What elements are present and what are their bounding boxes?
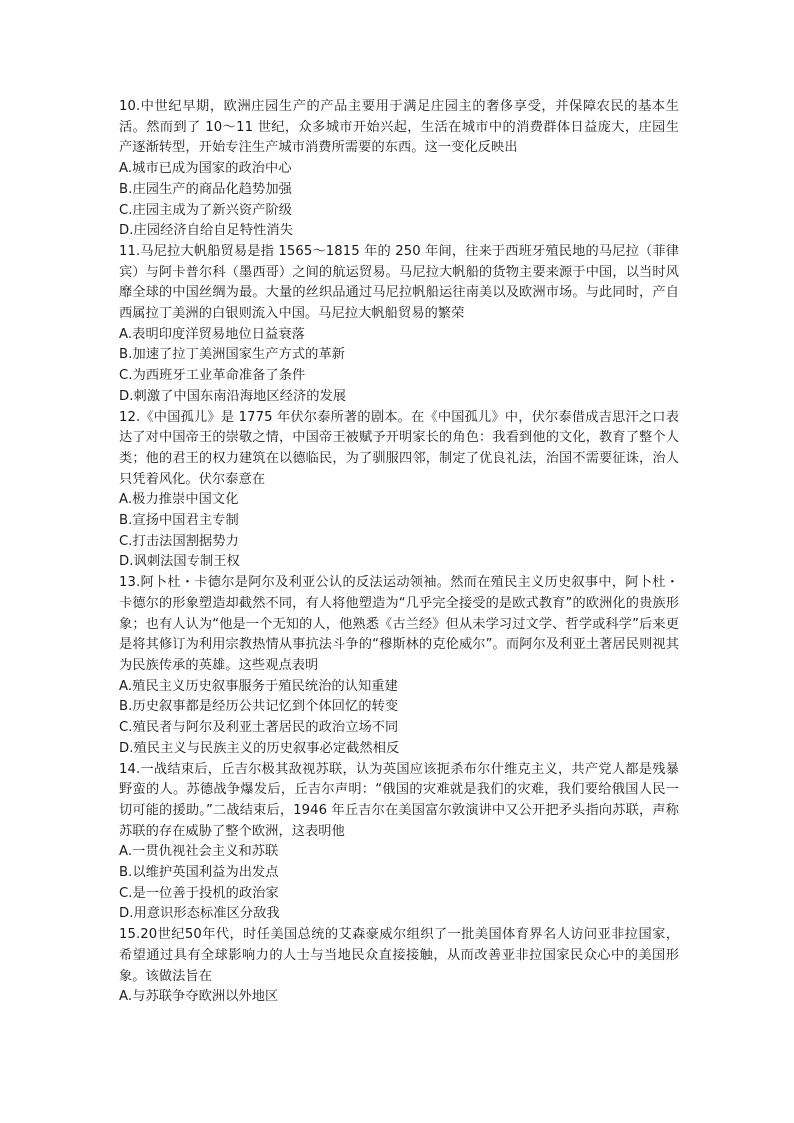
option-a: A.城市已成为国家的政治中心 (119, 161, 292, 177)
option-a: A.一贯仇视社会主义和苏联 (119, 844, 279, 860)
option-a: A.与苏联争夺欧洲以外地区 (119, 989, 279, 1005)
option-c: C.是一位善于投机的政治家 (119, 885, 279, 901)
option-b: B.宣扬中国君主专制 (119, 513, 239, 529)
option-d: D.用意识形态标准区分敌我 (119, 906, 280, 922)
exam-page (119, 97, 679, 1008)
question-stem: 12.《中国孤儿》是 1775 年伏尔泰所著的剧本。在《中国孤儿》中，伏尔泰借成吉思汗之口表达了对中国帝王的崇敬之情，中国帝王被赋予开明家长的角色：我看到他的文化，教育了整个人类；他的君王的权力建筑在以德临民，为了驯服四邻，制定了优良礼法，治国不需要征诛，治人只凭着风化。伏尔泰意在 (119, 409, 679, 487)
option-d: D.庄园经济自给自足特性消失 (119, 223, 293, 239)
question-15 (119, 925, 679, 1008)
option-b: B.庄园生产的商品化趋势加强 (119, 181, 292, 197)
option-c: C.打击法国割据势力 (119, 533, 239, 549)
option-b: B.加速了拉丁美洲国家生产方式的革新 (119, 347, 346, 363)
question-stem: 10.中世纪早期，欧洲庄园生产的产品主要用于满足庄园主的奢侈享受，并保障农民的基本生活。然而到了 10～11 世纪，众多城市开始兴起，生活在城市中的消费群体日益庞大，庄园生产逐渐转型，开始专注生产城市消费所需要的东西。这一变化反映出 (119, 99, 679, 156)
question-stem: 11.马尼拉大帆船贸易是指 1565～1815 年的 250 年间，往来于西班牙殖民地的马尼拉（菲律宾）与阿卡普尔科（墨西哥）之间的航运贸易。马尼拉大帆船的货物主要来源于中国，以当时风靡全球的中国丝绸为最。大量的丝织品通过马尼拉帆船运往南美以及欧洲市场。与此同时，产自西属拉丁美洲的白银则流入中国。马尼拉大帆船贸易的繁荣 (119, 243, 679, 322)
question-stem: 15.20世纪50年代，时任美国总统的艾森豪威尔组织了一批美国体育界名人访问亚非拉国家，希望通过具有全球影响力的人士与当地民众直接接触，从而改善亚非拉国家民众心中的美国形象。该做法旨在 (119, 927, 679, 984)
option-a: A.极力推崇中国文化 (119, 492, 239, 508)
question-14 (119, 760, 679, 926)
question-12 (119, 408, 679, 574)
question-13 (119, 573, 679, 759)
option-b: B.以维护英国利益为出发点 (119, 865, 279, 881)
option-d: D.殖民主义与民族主义的历史叙事必定截然相反 (119, 740, 400, 756)
question-11 (119, 242, 679, 408)
option-d: D.讽刺法国专制王权 (119, 554, 240, 570)
option-c: C.殖民者与阿尔及利亚土著居民的政治立场不同 (119, 720, 399, 736)
option-d: D.刺激了中国东南沿海地区经济的发展 (119, 388, 347, 404)
option-a: A.表明印度洋贸易地位日益衰落 (119, 326, 305, 342)
option-b: B.历史叙事都是经历公共记忆到个体回忆的转变 (119, 699, 399, 715)
question-10 (119, 97, 679, 242)
option-c: C.为西班牙工业革命准备了条件 (119, 368, 306, 384)
option-a: A.殖民主义历史叙事服务于殖民统治的认知重建 (119, 678, 398, 694)
question-stem: 14.一战结束后，丘吉尔极其敌视苏联，认为英国应该扼杀布尔什维克主义，共产党人都是残暴野蛮的人。苏德战争爆发后，丘吉尔声明：“俄国的灾难就是我们的灾难，我们要给俄国人民一切可能的援助。”二战结束后，1946 年丘吉尔在美国富尔敦演讲中又公开把矛头指向苏联，声称苏联的存在威胁了整个欧洲，这表明他 (119, 761, 679, 839)
question-stem: 13.阿卜杜・卡德尔是阿尔及利亚公认的反法运动领袖。然而在殖民主义历史叙事中，阿卜杜・卡德尔的形象塑造却截然不同，有人将他塑造为“几乎完全接受的是欧式教育”的欧洲化的贵族形象；也有人认为“他是一个无知的人，他熟悉《古兰经》但从未学习过文学、哲学或科学”后来更是将其修订为利用宗教热情从事抗法斗争的“穆斯林的克伦威尔”。而阿尔及利亚土著居民则视其为民族传承的英雄。这些观点表明 (119, 575, 679, 673)
option-c: C.庄园主成为了新兴资产阶级 (119, 202, 293, 218)
